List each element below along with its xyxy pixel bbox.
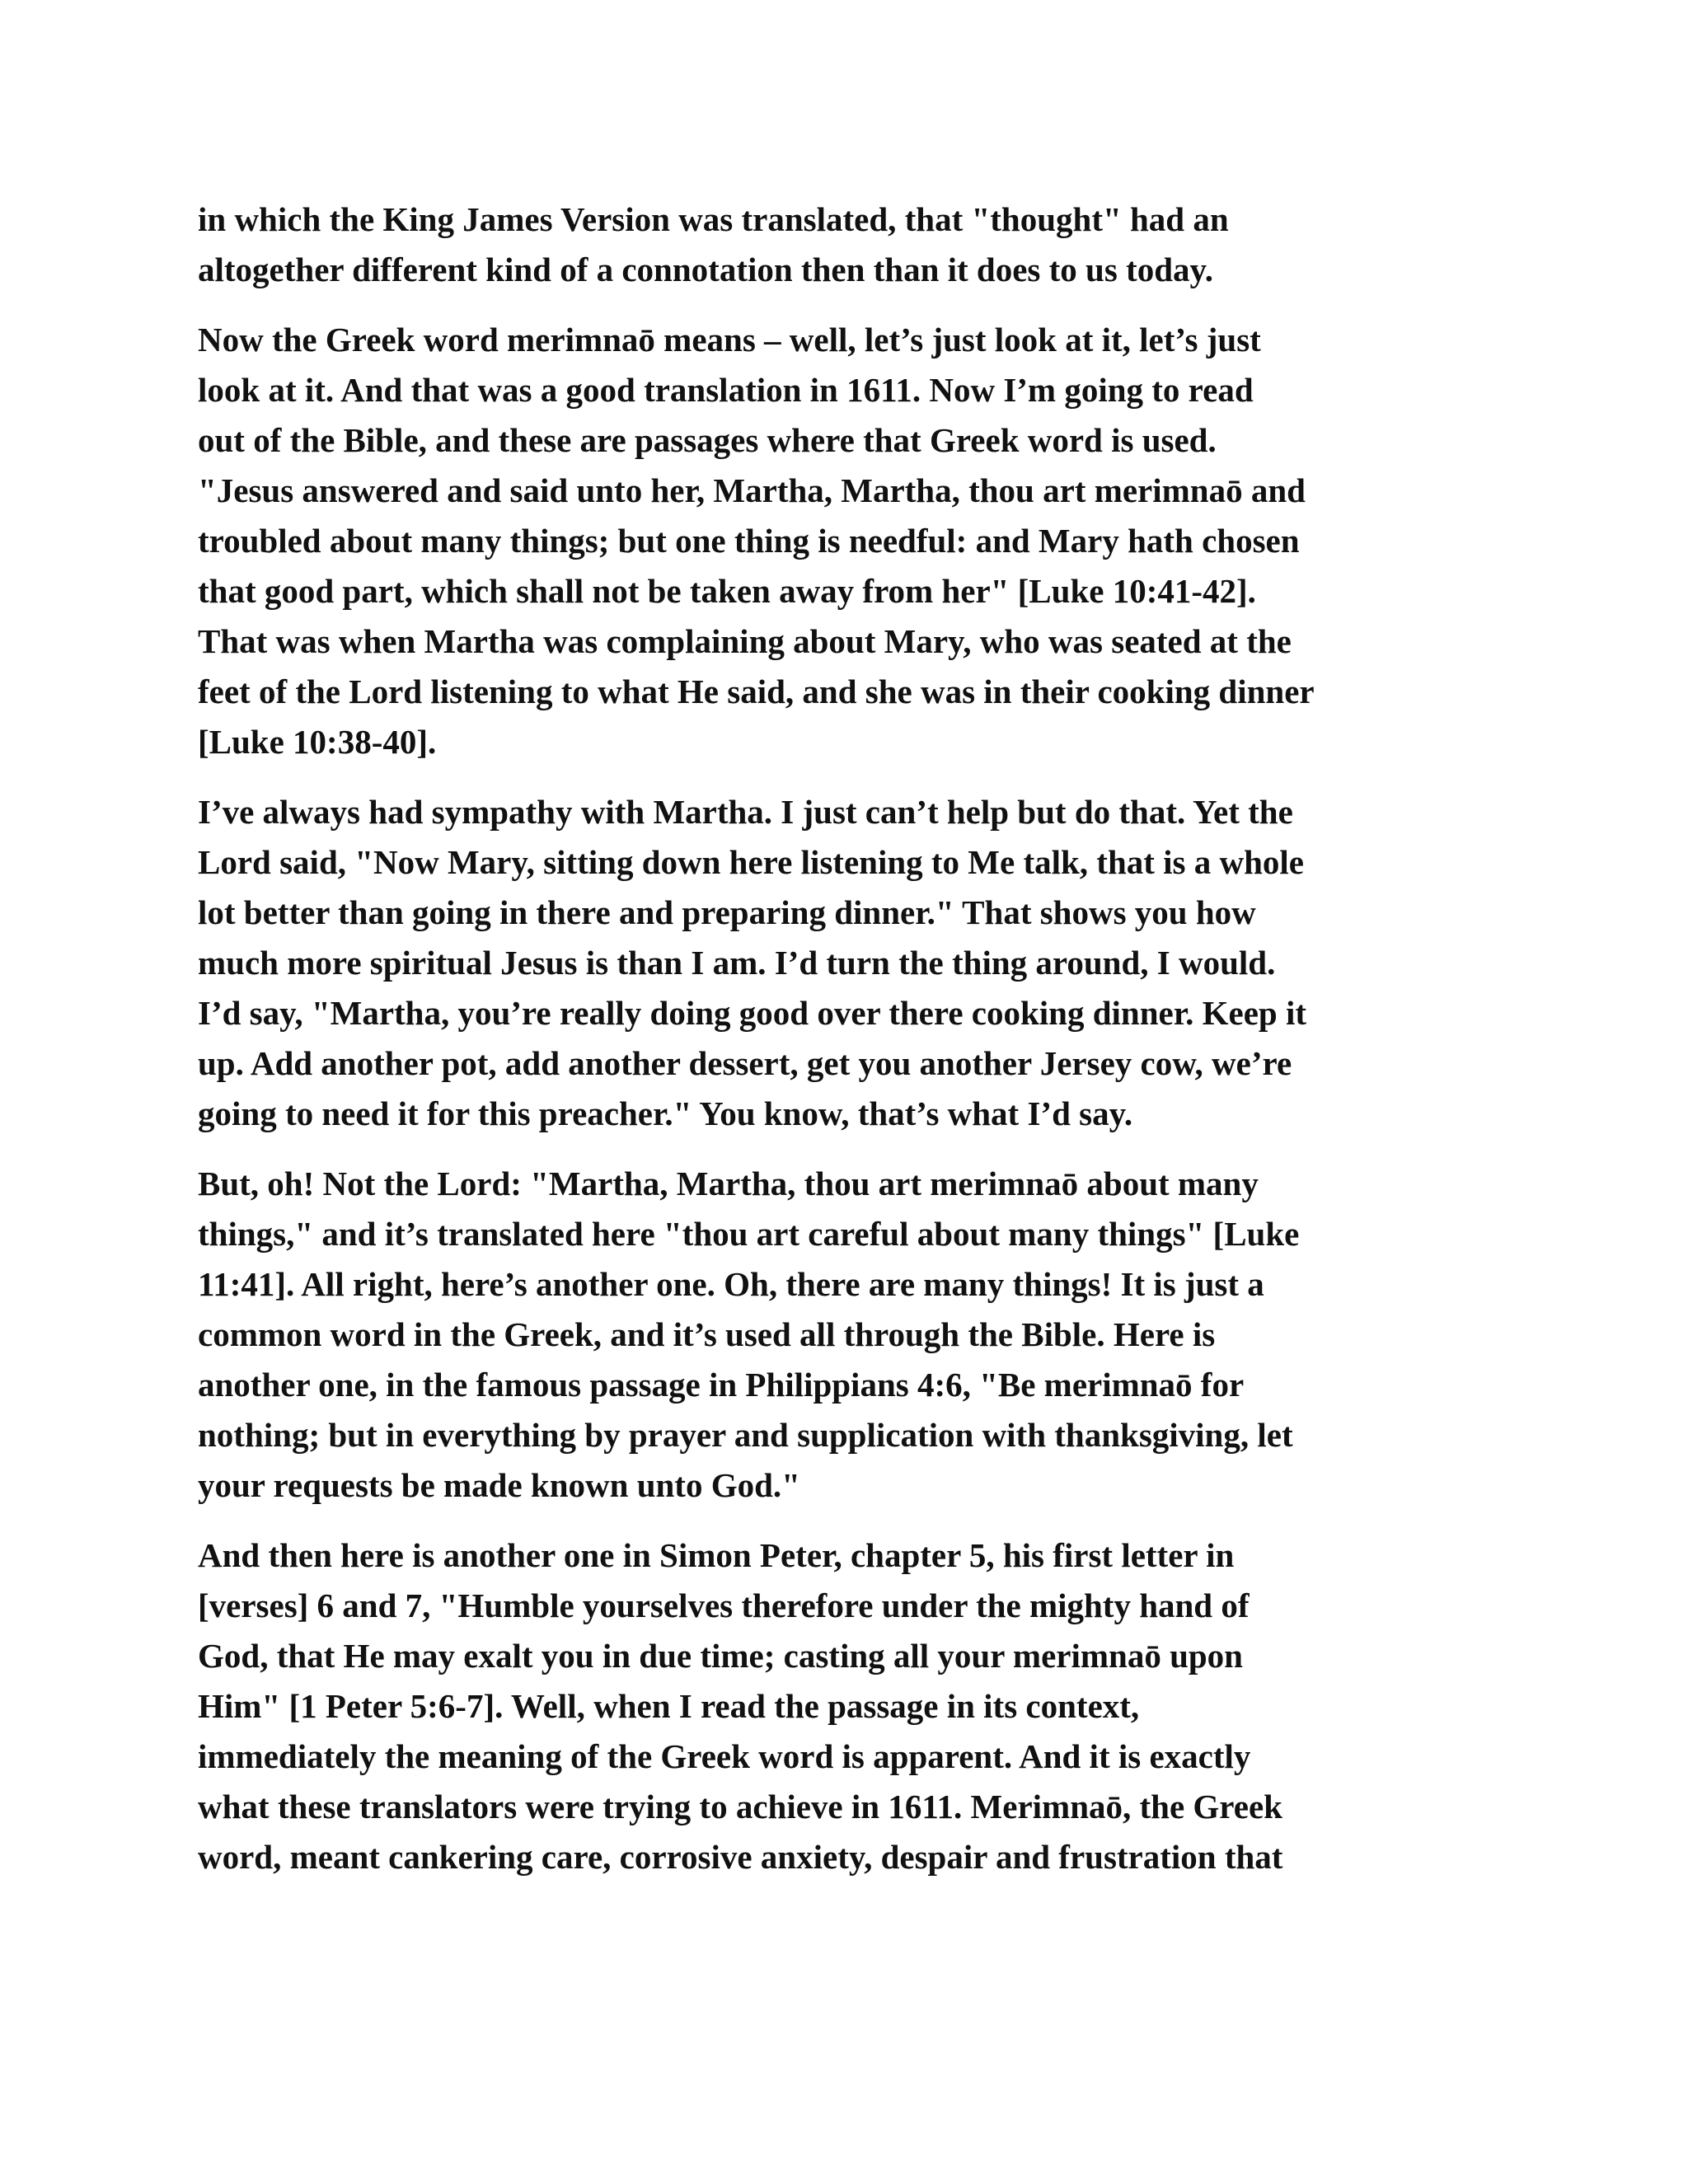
text-line: And then here is another one in Simon Peter, chapter 5, his first letter in <box>198 1536 1235 1574</box>
text-line: Now the Greek word merimnaō means – well, let’s just look at it, let’s just <box>198 321 1261 359</box>
text-line: I’d say, "Martha, you’re really doing good over there cooking dinner. Keep it <box>198 994 1307 1032</box>
text-line: that good part, which shall not be taken away from her" [Luke 10:41-42]. <box>198 572 1256 610</box>
text-line: [verses] 6 and 7, "Humble yourselves therefore under the mighty hand of <box>198 1586 1250 1624</box>
text-line: up. Add another pot, add another dessert, get you another Jersey cow, we’re <box>198 1044 1292 1082</box>
text-line: That was when Martha was complaining about Mary, who was seated at the <box>198 622 1292 660</box>
text-line: out of the Bible, and these are passages where that Greek word is used. <box>198 421 1217 459</box>
paragraph <box>198 194 1500 295</box>
text-line: Him" [1 Peter 5:6-7]. Well, when I read the passage in its context, <box>198 1687 1140 1725</box>
text-line: God, that He may exalt you in due time; casting all your merimnaō upon <box>198 1637 1243 1675</box>
text-line: your requests be made known unto God." <box>198 1466 800 1504</box>
paragraph <box>198 1159 1500 1511</box>
text-line: word, meant cankering care, corrosive anxiety, despair and frustration that <box>198 1838 1283 1876</box>
text-line: I’ve always had sympathy with Martha. I just can’t help but do that. Yet the <box>198 793 1293 831</box>
text-line: "Jesus answered and said unto her, Martha, Martha, thou art merimnaō and <box>198 471 1306 509</box>
paragraph <box>198 787 1500 1139</box>
text-line: things," and it’s translated here "thou art careful about many things" [Luke <box>198 1215 1300 1253</box>
text-line: Lord said, "Now Mary, sitting down here listening to Me talk, that is a whole <box>198 843 1305 881</box>
paragraph <box>198 1530 1500 1882</box>
text-line: troubled about many things; but one thing is needful: and Mary hath chosen <box>198 522 1300 560</box>
text-line: nothing; but in everything by prayer and supplication with thanksgiving, let <box>198 1416 1293 1454</box>
text-line: going to need it for this preacher." You know, that’s what I’d say. <box>198 1094 1133 1132</box>
text-line: in which the King James Version was translated, that "thought" had an <box>198 200 1229 238</box>
text-line: [Luke 10:38-40]. <box>198 723 437 761</box>
paragraph <box>198 315 1500 767</box>
text-line: common word in the Greek, and it’s used all through the Bible. Here is <box>198 1315 1216 1353</box>
text-line: much more spiritual Jesus is than I am. I’d turn the thing around, I would. <box>198 944 1276 982</box>
text-line: another one, in the famous passage in Philippians 4:6, "Be merimnaō for <box>198 1366 1245 1404</box>
document-body <box>198 194 1500 1902</box>
text-line: 11:41]. All right, here’s another one. Oh, there are many things! It is just a <box>198 1265 1264 1303</box>
text-line: look at it. And that was a good translation in 1611. Now I’m going to read <box>198 371 1254 409</box>
text-line: feet of the Lord listening to what He said, and she was in their cooking dinner <box>198 673 1315 710</box>
text-line: But, oh! Not the Lord: "Martha, Martha, thou art merimnaō about many <box>198 1165 1259 1202</box>
text-line: lot better than going in there and preparing dinner." That shows you how <box>198 893 1256 931</box>
text-line: what these translators were trying to achieve in 1611. Merimnaō, the Greek <box>198 1788 1282 1825</box>
text-line: immediately the meaning of the Greek word is apparent. And it is exactly <box>198 1737 1251 1775</box>
text-line: altogether different kind of a connotation then than it does to us today. <box>198 251 1213 288</box>
